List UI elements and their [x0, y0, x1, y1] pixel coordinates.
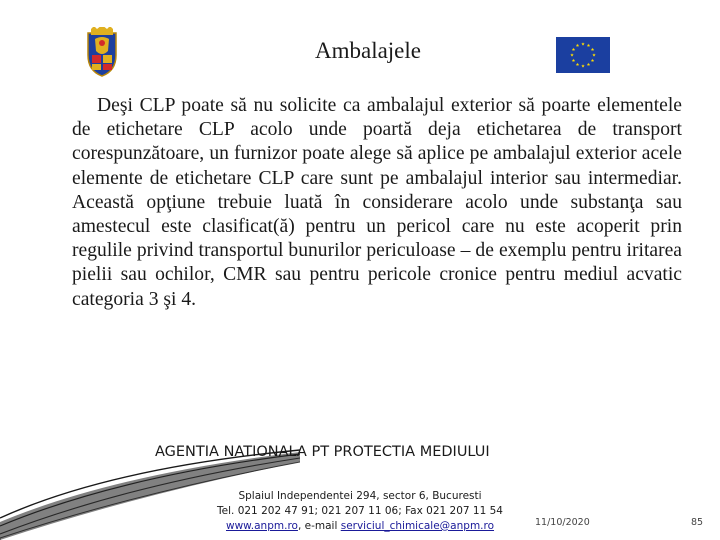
agency-name: AGENTIA NATIONALA PT PROTECTIA MEDIULUI	[155, 444, 490, 460]
agency-address: Splaiul Independentei 294, sector 6, Bucuresti	[238, 490, 482, 502]
romania-coat-of-arms-icon	[82, 27, 122, 77]
slide-number: 85	[691, 517, 704, 528]
eu-flag-icon	[556, 37, 610, 73]
slide-date: 11/10/2020	[535, 517, 590, 528]
email-link[interactable]: serviciul_chimicale@anpm.ro	[340, 520, 495, 532]
slide-title: Ambalajele	[314, 38, 421, 63]
email-label: , e-mail	[297, 520, 341, 532]
agency-phone: Tel. 021 202 47 91; 021 207 11 06; Fax 021 207 11 54	[217, 505, 503, 517]
body-paragraph: Deşi CLP poate să nu solicite ca ambalajul exterior să poarte elementele de etichetare CLP acolo unde poartă deja etichetarea de transport corespunzătoare, un furnizor poate alege să aplice pe ambalajul exterior acele elemente de etichetare CLP care sunt pe ambalajul interior sau intermediar. Această opţiune trebuie luată în considerare acolo unde substanţa sau amestecul este clasificat(ă) pentru un pericol care nu este acoperit prin regulile privind transportul bunurilor periculoase – de exemplu pentru iritarea pielii sau ochilor, CMR sau pentru pericole cronice pentru mediul acvatic categoria 3 şi 4.	[72, 95, 682, 310]
agency-contact	[190, 520, 530, 532]
website-link[interactable]: www.anpm.ro	[225, 520, 298, 532]
